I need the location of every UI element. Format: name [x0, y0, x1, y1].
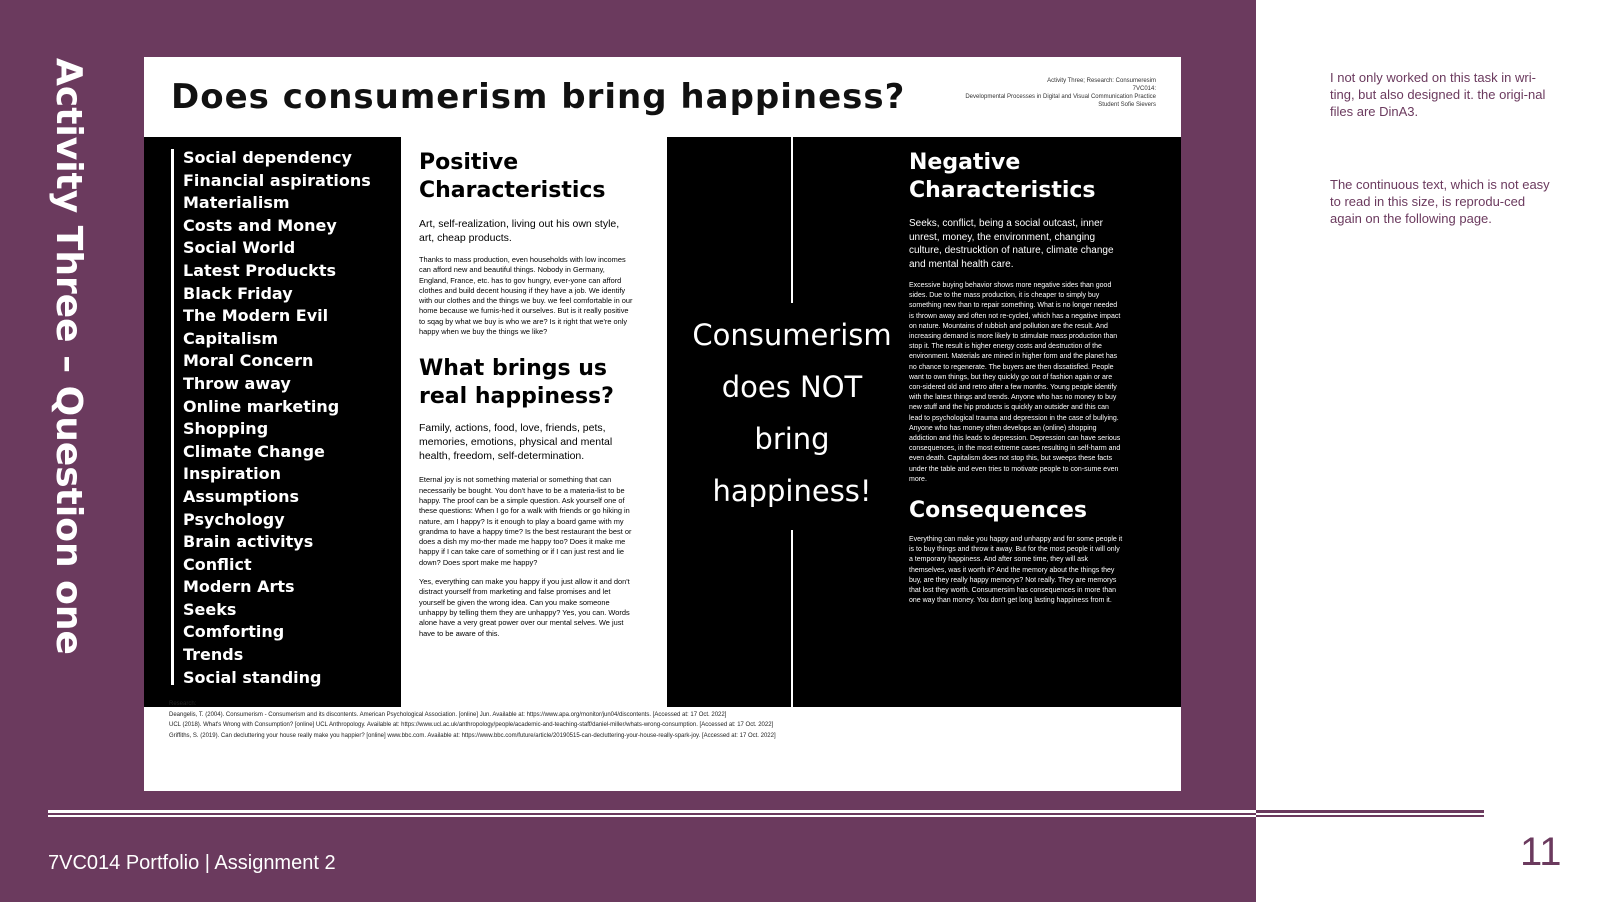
keyword-item: Assumptions [183, 486, 299, 506]
negative-lead: Seeks, conflict, being a social outcast, inner unrest, money, the environment, changing culture, destrucktion of nature, climate change and mental health care. [909, 218, 1114, 270]
meta-line: 7VC014: [1132, 86, 1156, 92]
heading-line: What brings us [419, 356, 608, 382]
vertical-slide-title: Activity Three – Question one [48, 58, 89, 655]
poster-title: Does consumerism bring happiness? [171, 77, 906, 117]
keyword-item: The Modern Evil [183, 306, 329, 326]
positive-lead: Art, self-realization, living out his own style, art, cheap products. [419, 218, 620, 244]
positive-body: Thanks to mass production, even households with low incomes can afford new and beautiful things. Nobody in Germany, England, France, etc. has to gov hungry, ever-yone can afford clothes and build decent housing if they have a job. We identify with our clothes and the things we buy. we feel comfortable in our home because we furnis-hed it ourselves. But is it really positive to sqag by what we buy is who we are? Is it right that we're only happy when we buy the things we like? [419, 255, 633, 337]
happiness-heading [419, 355, 634, 411]
side-note: The continuous text, which is not easy to read in this size, is reprodu-ced again on the following page. [1330, 177, 1550, 226]
divider-line [791, 530, 793, 707]
footer-rule [1256, 815, 1484, 817]
references [169, 699, 776, 741]
keyword-item: Trends [183, 645, 244, 665]
slogan-line: happiness! [712, 474, 872, 508]
happiness-body: Eternal joy is not something material or something that can necessarily be bought. You don't have to be a materia-list to be happy. The proof can be a simple question. Ask yourself one of these questions: When I go for a walk with friends or go hiking in nature, am I happy? Is it enough to play a board game with my grandma to have a happy time? Is the best restaurant the best or does a dish my mo-ther made me happy too? Does it make me happy if I can take care of something or if I can just rest and lie down? Does sport make me happy? [419, 475, 632, 567]
heading-line: Characteristics [419, 178, 606, 203]
keyword-item: Moral Concern [183, 351, 314, 371]
positive-heading [419, 149, 634, 205]
keyword-item: Social standing [183, 667, 322, 687]
heading-line: Negative [909, 150, 1021, 175]
keyword-item: Capitalism [183, 328, 279, 348]
meta-line: Student Sofie Sievers [1098, 102, 1156, 108]
reference-line: Deangelis, T. (2004). Consumerism - Consumerism and its discontents. American Psychological Association. [online] Jun. Available at: https://www.apa.org/monitor/jun04/discontents. [Accessed at: 17 Oct. 2022] [169, 711, 727, 718]
reference-line: Griffiths, S. (2019). Can decluttering your house really make you happier? [online] www.bbc.com. Available at: https://www.bbc.com/future/article/20190515-can-decluttering-your-house-really-spark-joy. [Accessed at: 17 Oct. 2022] [169, 732, 776, 739]
keyword-list [183, 147, 371, 689]
keyword-item: Climate Change [183, 441, 325, 461]
footer-text: 7VC014 Portfolio | Assignment 2 [48, 852, 336, 874]
meta-line: Developmental Processes in Digital and Visual Communication Practice [965, 94, 1156, 100]
keyword-item: Costs and Money [183, 215, 337, 235]
keyword-item: Social dependency [183, 148, 352, 167]
negative-heading [909, 149, 1124, 205]
keyword-item: Modern Arts [183, 577, 295, 597]
slogan [667, 309, 917, 517]
happiness-lead: Family, actions, food, love, friends, pets, memories, emotions, physical and mental health, freedom, self-determination. [419, 422, 613, 463]
keyword-item: Throw away [183, 373, 291, 393]
negative-body: Excessive buying behavior shows more negative sides than good sides. Due to the mass production, it is cheaper to simply buy something new than to repair something. What is no longer needed is thrown away and often not re-cycled, which has a negative impact on nature. Mountains of rubbish and pollution are the result. And increasing demand is more likely to stimulate mass production than stop it. The result is higher energy costs and destruction of the environment. Materials are mined in higher form and the planet has no chance to regenerate. The buyers are then dissatisfied. People want to own things, but they quickly go out of fashion again or are con-sidered old and retro after a few months. Young people identify with the latest things and trends. Anyone who has no money to buy new stuff and the hip products is quickly an outsider and this can lead to psychological trauma and depression in the case of bullying. Anyone who has money often develops an (online) shopping addiction and this leads to depression. Depression can have serious consequences, in the most extreme cases resulting in self-harm and even death. Capitalism does not stop this, but sweeps these facts under the table and even tries to motivate people to con-sume even more. [909, 282, 1121, 483]
footer-rule [48, 815, 1256, 817]
keyword-item: Social World [183, 238, 296, 258]
meta-line: Activity Three; Research: Consumeresim [1047, 78, 1156, 84]
keyword-item: Psychology [183, 509, 285, 529]
keyword-item: Comforting [183, 622, 285, 642]
heading-line: real happiness? [419, 384, 614, 410]
side-note: I not only worked on this task in wri-ting, but also designed it. the origi-nal files are DinA3. [1330, 70, 1546, 119]
poster-meta [916, 77, 1156, 109]
keyword-item: Seeks [183, 599, 237, 619]
positive-column [419, 149, 634, 639]
reference-line: Research: [169, 701, 197, 707]
keyword-item: Inspiration [183, 464, 282, 484]
heading-line: Characteristics [909, 178, 1096, 203]
keyword-item: Latest Produckts [183, 260, 336, 280]
slogan-line: bring [754, 422, 830, 456]
notes-panel [1256, 0, 1605, 902]
keyword-item: Conflict [183, 554, 252, 574]
keyword-divider [171, 149, 174, 685]
heading-line: Positive [419, 150, 519, 175]
page-number: 11 [1520, 830, 1562, 874]
slogan-line: Consumerism [692, 318, 892, 352]
keyword-column [144, 137, 401, 707]
keyword-item: Financial aspirations [183, 170, 371, 190]
negative-column [909, 149, 1124, 606]
consequences-heading: Consequences [909, 498, 1087, 524]
keyword-item: Shopping [183, 419, 269, 439]
keyword-item: Materialism [183, 193, 290, 213]
keyword-item: Black Friday [183, 283, 293, 303]
happiness-body: Yes, everything can make you happy if you just allow it and don't distract yourself from marketing and false promises and let yourself be given the wrong idea. Can you make someone unhappy by telling them they are unhappy? Yes, you can. Words alone have a very great power over our mental selves. We just have to be aware of this. [419, 577, 630, 638]
keyword-item: Brain activitys [183, 532, 314, 552]
footer-rule [1256, 810, 1484, 813]
divider-line [791, 137, 793, 303]
consequences-body: Everything can make you happy and unhappy and for some people it is to buy things and throw it away. But for the most people it will only a temporary happiness. And after some time, they will ask themselves, was it worth it? And the memory about the things they buy, are they really happy memorys? Not really. They are memorys that lost they worth. Consumersim has consequences in more than one way than money. You don't get long lasting happiness from it. [909, 536, 1123, 605]
keyword-item: Online marketing [183, 396, 340, 416]
reference-line: UCL (2018). What's Wrong with Consumption? [online] UCL Anthropology. Available at: https://www.ucl.ac.uk/anthropology/people/academic-and-teaching-staff/daniel-miller/whats-wrong-consumption. [Accessed at: 17 Oct. 2022] [169, 722, 774, 728]
poster [144, 57, 1181, 791]
slogan-line: does NOT [721, 370, 863, 404]
